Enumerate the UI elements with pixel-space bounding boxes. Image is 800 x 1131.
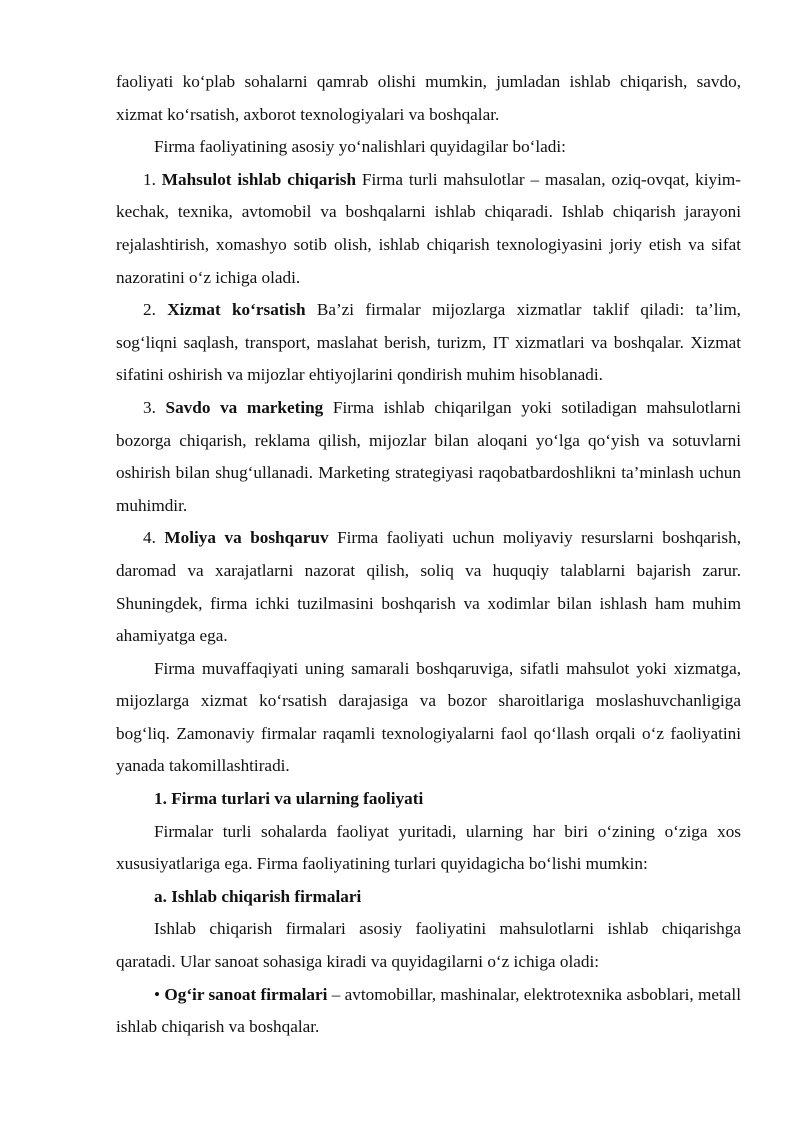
bullet-icon: • xyxy=(154,984,165,1004)
paragraph-firm-types: Firmalar turli sohalarda faoliyat yuritadi, ularning har biri o‘zining o‘ziga xos xususiyatlariga ega. Firma faoliyatining turlari quyidagicha bo‘lishi mumkin: xyxy=(116,821,741,874)
list-number: 3. xyxy=(143,397,166,417)
list-item-3 xyxy=(116,392,741,522)
paragraph-directions: Firma faoliyatining asosiy yo‘nalishlari quyidagilar bo‘ladi: xyxy=(154,137,566,157)
list-item-text: Firma faoliyati uchun moliyaviy resurslarni boshqarish, daromad va xarajatlarni nazorat qilish, soliq va huquqiy talablarni bajarish zarur. Shuningdek, firma ichki tuzilmasini boshqarish va xodimlar bilan ishlash ham muhim ahamiyatga ega. xyxy=(116,528,742,646)
list-item-title: Moliya va boshqaruv xyxy=(164,528,329,548)
list-item-title: Mahsulot ishlab chiqarish xyxy=(161,169,357,189)
list-item-title: Savdo va marketing xyxy=(165,397,324,417)
paragraph-production-firms: Ishlab chiqarish firmalari asosiy faoliyatini mahsulotlarni ishlab chiqarishga qaratadi. Ular sanoat sohasiga kiradi va quyidagilarni o‘z ichiga oladi: xyxy=(116,919,741,972)
list-item-1 xyxy=(116,164,741,294)
list-number: 1. xyxy=(143,169,162,189)
list-number: 4. xyxy=(143,528,165,548)
document-page xyxy=(116,66,741,1044)
list-item-2 xyxy=(116,294,741,392)
list-item-4 xyxy=(116,522,741,652)
subsection-heading: a. Ishlab chiqarish firmalari xyxy=(154,886,362,906)
list-number: 2. xyxy=(143,300,168,320)
paragraph-intro: faoliyati ko‘plab sohalarni qamrab olishi mumkin, jumladan ishlab chiqarish, savdo, xizmat ko‘rsatish, axborot texnologiyalari va boshqalar. xyxy=(116,72,741,124)
list-item-text: Firma turli mahsulotlar – masalan, oziq-ovqat, kiyim-kechak, texnika, avtomobil va boshqalarni ishlab chiqaradi. Ishlab chiqarish jarayoni rejalashtirish, xomashyo sotib olish, ishlab chiqarish texnologiyasini joriy etish va sifat nazoratini o‘z ichiga oladi. xyxy=(116,169,741,287)
paragraph-success: Firma muvaffaqiyati uning samarali boshqaruviga, sifatli mahsulot yoki xizmatga, mijozlarga xizmat ko‘rsatish darajasiga va bozor sharoitlariga moslashuvchanligiga bog‘liq. Zamonaviy firmalar raqamli texnologiyalarni faol qo‘llash orqali o‘z faoliyatini yanada takomillashtiradi. xyxy=(116,658,741,776)
list-item-title: Xizmat ko‘rsatish xyxy=(167,300,306,320)
bullet-item-text: – avtomobillar, mashinalar, elektrotexnika asboblari, metall ishlab chiqarish va boshqalar. xyxy=(116,984,741,1037)
list-item-text: Firma ishlab chiqarilgan yoki sotiladigan mahsulotlarni bozorga chiqarish, reklama qilish, mijozlar bilan aloqani yo‘lga qo‘yish va sotuvlarni oshirish bilan shug‘ullanadi. Marketing strategiyasi raqobatbardoshlikni ta’minlash uchun muhimdir. xyxy=(116,397,742,515)
section-heading: 1. Firma turlari va ularning faoliyati xyxy=(154,789,424,809)
bullet-item-heavy-industry xyxy=(116,979,741,1044)
bullet-item-title: Og‘ir sanoat firmalari xyxy=(164,984,328,1004)
list-item-text: Ba’zi firmalar mijozlarga xizmatlar taklif qiladi: ta’lim, sog‘liqni saqlash, transport, maslahat berish, turizm, IT xizmatlari va boshqalar. Xizmat sifatini oshirish va mijozlar ehtiyojlarini qondirish muhim hisoblanadi. xyxy=(116,300,741,385)
